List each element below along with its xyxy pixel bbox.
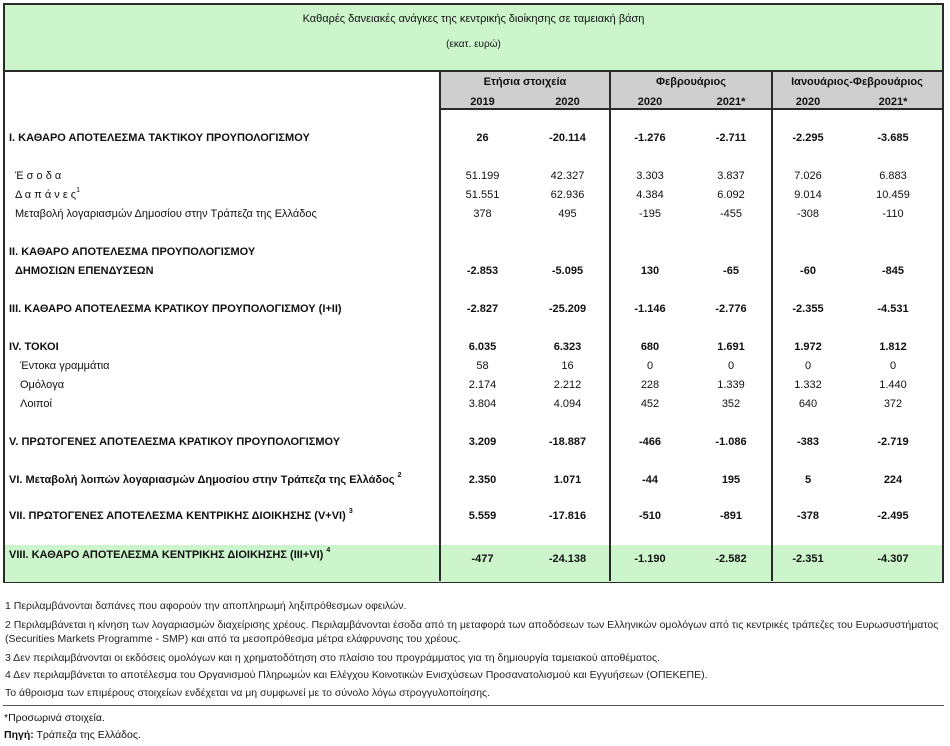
cell-value: 51.551: [465, 189, 500, 201]
source-label: Πηγή:: [4, 729, 34, 741]
cell-value: 372: [883, 398, 903, 410]
cell-value: -44: [642, 474, 658, 486]
table-title-box: [5, 5, 942, 72]
year-label: 2020: [795, 96, 821, 108]
cell-value: 495: [558, 208, 577, 220]
footnote-2: 2 Περιλαμβάνεται η κίνηση των λογαριασμών διαχείρισης χρέους. Περιλαμβάνονται έσοδα από τη μεταφορά των αποδόσεων των Ελληνικών ομολόγων από τις κεντρικές τράπεζες του Ευρωσυστήματος: [5, 619, 939, 631]
cell-value: 3.804: [468, 398, 497, 410]
cell-value: 4.094: [553, 398, 582, 410]
table-row-total: [5, 547, 942, 565]
table-row: [5, 130, 942, 148]
year-label: 2020: [555, 96, 580, 108]
year-label: 2021*: [716, 96, 746, 108]
cell-value: 1.071: [553, 474, 582, 486]
table-row: [5, 377, 942, 395]
source-text: Τράπεζα της Ελλάδος.: [33, 729, 141, 741]
cell-value: 1.812: [879, 341, 907, 353]
cell-value: 4.384: [636, 189, 664, 201]
cell-value: 3.837: [717, 170, 745, 182]
cell-value: 1.339: [717, 379, 745, 391]
table-row: [5, 168, 942, 186]
cell-value: 62.936: [550, 189, 585, 201]
cell-value: -383: [796, 436, 820, 448]
cell-value: -17.816: [548, 510, 587, 522]
cell-value: -466: [638, 436, 662, 448]
cell-value: 58: [476, 360, 489, 372]
cell-value: 7.026: [794, 170, 822, 182]
table-row: [5, 358, 942, 376]
cell-value: 0: [727, 360, 735, 372]
cell-value: -110: [882, 208, 904, 220]
cell-value: -2.351: [792, 553, 824, 565]
source-line: [4, 729, 141, 741]
cell-value: 0: [804, 360, 812, 372]
cell-value: -2.711: [715, 132, 747, 144]
cell-value: 2.212: [553, 379, 582, 391]
cell-value: -2.719: [877, 436, 909, 448]
table-row: [5, 472, 942, 490]
cell-value: 6.883: [879, 170, 907, 182]
cell-value: -891: [719, 510, 743, 522]
cell-value: 352: [721, 398, 741, 410]
year-label: 2020: [637, 96, 663, 108]
cell-value: 10.459: [876, 189, 910, 201]
cell-value: -20.114: [549, 132, 586, 144]
cell-value: 195: [721, 474, 741, 486]
column-divider: [609, 72, 611, 581]
row-label: Δ α π ά ν ε $\varsigma^1$: [15, 187, 80, 201]
year-label: 2019: [470, 96, 495, 108]
cell-value: -3.685: [877, 132, 909, 144]
cell-value: -455: [719, 208, 743, 220]
cell-value: -2.827: [466, 303, 499, 315]
cell-value: 0: [646, 360, 654, 372]
table-row: [5, 206, 942, 224]
provisional-note: *Προσωρινά στοιχεία.: [4, 712, 105, 724]
cell-value: 6.092: [717, 189, 745, 201]
cell-value: 1.332: [794, 379, 822, 391]
cell-value: -60: [800, 265, 816, 277]
cell-value: -510: [638, 510, 662, 522]
row-label: V. ΠΡΩΤΟΓΕΝΕΣ ΑΠΟΤΕΛΕΣΜΑ ΚΡΑΤΙΚΟΥ ΠΡΟΥΠΟΛΟΓΙΣΜΟΥ: [9, 436, 341, 448]
row-label: VII. ΠΡΩΤΟΓΕΝΕΣ ΑΠΟΤΕΛΕΣΜΑ ΚΕΝΤΡΙΚΗΣ ΔΙΟΙΚΗΣΗΣ (V+VI) $^3$: [9, 508, 353, 522]
row-label: Έντοκα γραμμάτια: [20, 360, 110, 372]
row-label: IV. ΤΟΚΟΙ: [9, 341, 59, 353]
table-row: [5, 187, 942, 205]
header-group-february: [610, 72, 772, 110]
cell-value: 3.209: [468, 436, 497, 448]
cell-value: -2.355: [792, 303, 824, 315]
group-label: Φεβρουάριος: [656, 76, 726, 88]
table-row: [5, 301, 942, 319]
data-table: [3, 3, 944, 583]
row-label: Μεταβολή λογαριασμών Δημοσίου στην Τράπεζα της Ελλάδος: [15, 208, 317, 220]
cell-value: -2.495: [877, 510, 909, 522]
cell-value: 130: [640, 265, 660, 277]
cell-value: -2.295: [792, 132, 824, 144]
year-label: 2021*: [878, 96, 908, 108]
group-label: Ετήσια στοιχεία: [483, 76, 567, 88]
cell-value: 680: [640, 341, 660, 353]
cell-value: -65: [723, 265, 739, 277]
cell-value: 1.972: [794, 341, 822, 353]
cell-value: -1.146: [634, 303, 666, 315]
cell-value: 6.323: [553, 341, 582, 353]
cell-value: 16: [561, 360, 574, 372]
column-divider: [439, 72, 441, 581]
footnote-3: 3 Δεν περιλαμβάνονται οι εκδόσεις ομολόγων και η χρηματοδότηση στο πλαίσιο του προγράμματος για τη δημιουργία ταμειακού αποθέματος.: [5, 652, 660, 664]
cell-value: 2.350: [468, 474, 497, 486]
row-label: VI. Μεταβολή λοιπών λογαριασμών Δημοσίου στην Τράπεζα της Ελλάδος $^2$: [9, 472, 402, 486]
cell-value: -477: [471, 553, 494, 565]
table-title: Καθαρές δανειακές ανάγκες της κεντρικής διοίκησης σε ταμειακή βάση: [302, 13, 645, 25]
table-row: [5, 508, 942, 526]
table-row: [5, 434, 942, 452]
table-row: [5, 263, 942, 281]
cell-value: 228: [640, 379, 660, 391]
cell-value: -2.853: [466, 265, 499, 277]
table-unit: (εκατ. ευρώ): [446, 39, 501, 50]
row-label: I. ΚΑΘΑΡΟ ΑΠΟΤΕΛΕΣΜΑ ΤΑΚΤΙΚΟΥ ΠΡΟΥΠΟΛΟΓΙΣΜΟΥ: [9, 132, 310, 144]
cell-value: -4.307: [877, 553, 909, 565]
row-label: ΔΗΜΟΣΙΩΝ ΕΠΕΝΔΥΣΕΩΝ: [15, 265, 154, 277]
cell-value: 224: [883, 474, 903, 486]
header-group-annual: [440, 72, 610, 110]
rounding-note: Το άθροισμα των επιμέρους στοιχείων ενδέχεται να μη συμφωνεί με το σύνολο λόγω στρογγυλοποίησης.: [5, 687, 491, 699]
cell-value: -195: [638, 208, 662, 220]
cell-value: 1.440: [879, 379, 907, 391]
row-label: II. ΚΑΘΑΡΟ ΑΠΟΤΕΛΕΣΜΑ ΠΡΟΥΠΟΛΟΓΙΣΜΟΥ: [9, 246, 256, 258]
cell-value: 3.303: [636, 170, 664, 182]
footnote-2-cont: (Securities Markets Programme - SMP) και από τα μεσοπρόθεσμα μέτρα ελάφρυνσης του χρέους.: [5, 633, 461, 645]
cell-value: -4.531: [877, 303, 909, 315]
column-divider: [771, 72, 773, 581]
cell-value: 26: [476, 132, 489, 144]
cell-value: -1.190: [634, 553, 666, 565]
cell-value: -18.887: [548, 436, 587, 448]
cell-value: -24.138: [548, 553, 587, 565]
cell-value: 9.014: [794, 189, 822, 201]
cell-value: -1.276: [634, 132, 666, 144]
cell-value: -5.095: [551, 265, 584, 277]
table-row: [5, 339, 942, 357]
cell-value: 5: [804, 474, 812, 486]
row-label: Ομόλογα: [20, 379, 65, 391]
footnotes: [3, 588, 944, 706]
cell-value: 5.559: [468, 510, 497, 522]
cell-value: 42.327: [550, 170, 585, 182]
cell-value: 452: [640, 398, 660, 410]
table-row: [5, 396, 942, 414]
cell-value: -1.086: [715, 436, 747, 448]
footnote-1: 1 Περιλαμβάνονται δαπάνες που αφορούν την αποπληρωμή ληξιπρόθεσμων οφειλών.: [5, 600, 407, 612]
cell-value: 1.691: [717, 341, 745, 353]
cell-value: -378: [796, 510, 820, 522]
cell-value: 51.199: [465, 170, 500, 182]
cell-value: -2.776: [715, 303, 747, 315]
footnote-4: 4 Δεν περιλαμβάνεται το αποτέλεσμα του Οργανισμού Πληρωμών και Ελέγχου Κοινοτικών Ενισχύσεων Προσανατολισμού και Εγγυήσεων (ΟΠΕΚΕΠΕ).: [5, 669, 708, 681]
cell-value: -2.582: [715, 553, 747, 565]
cell-value: 2.174: [468, 379, 497, 391]
row-label: VIII. ΚΑΘΑΡΟ ΑΠΟΤΕΛΕΣΜΑ ΚΕΝΤΡΙΚΗΣ ΔΙΟΙΚΗΣΗΣ (III+VI) $^4$: [9, 547, 331, 561]
cell-value: 640: [798, 398, 818, 410]
cell-value: -25.209: [548, 303, 587, 315]
group-label: Ιανουάριος-Φεβρουάριος: [791, 76, 923, 88]
cell-value: 0: [889, 360, 897, 372]
cell-value: -845: [881, 265, 905, 277]
cell-value: -308: [796, 208, 820, 220]
header-group-jan-feb: [772, 72, 942, 110]
row-label: III. ΚΑΘΑΡΟ ΑΠΟΤΕΛΕΣΜΑ ΚΡΑΤΙΚΟΥ ΠΡΟΥΠΟΛΟΓΙΣΜΟΥ (I+II): [9, 303, 342, 315]
cell-value: 378: [473, 208, 492, 220]
cell-value: 6.035: [468, 341, 497, 353]
row-label: Έ σ ο δ α: [15, 170, 62, 182]
row-label: Λοιποί: [20, 398, 52, 410]
table-row: [5, 244, 942, 262]
